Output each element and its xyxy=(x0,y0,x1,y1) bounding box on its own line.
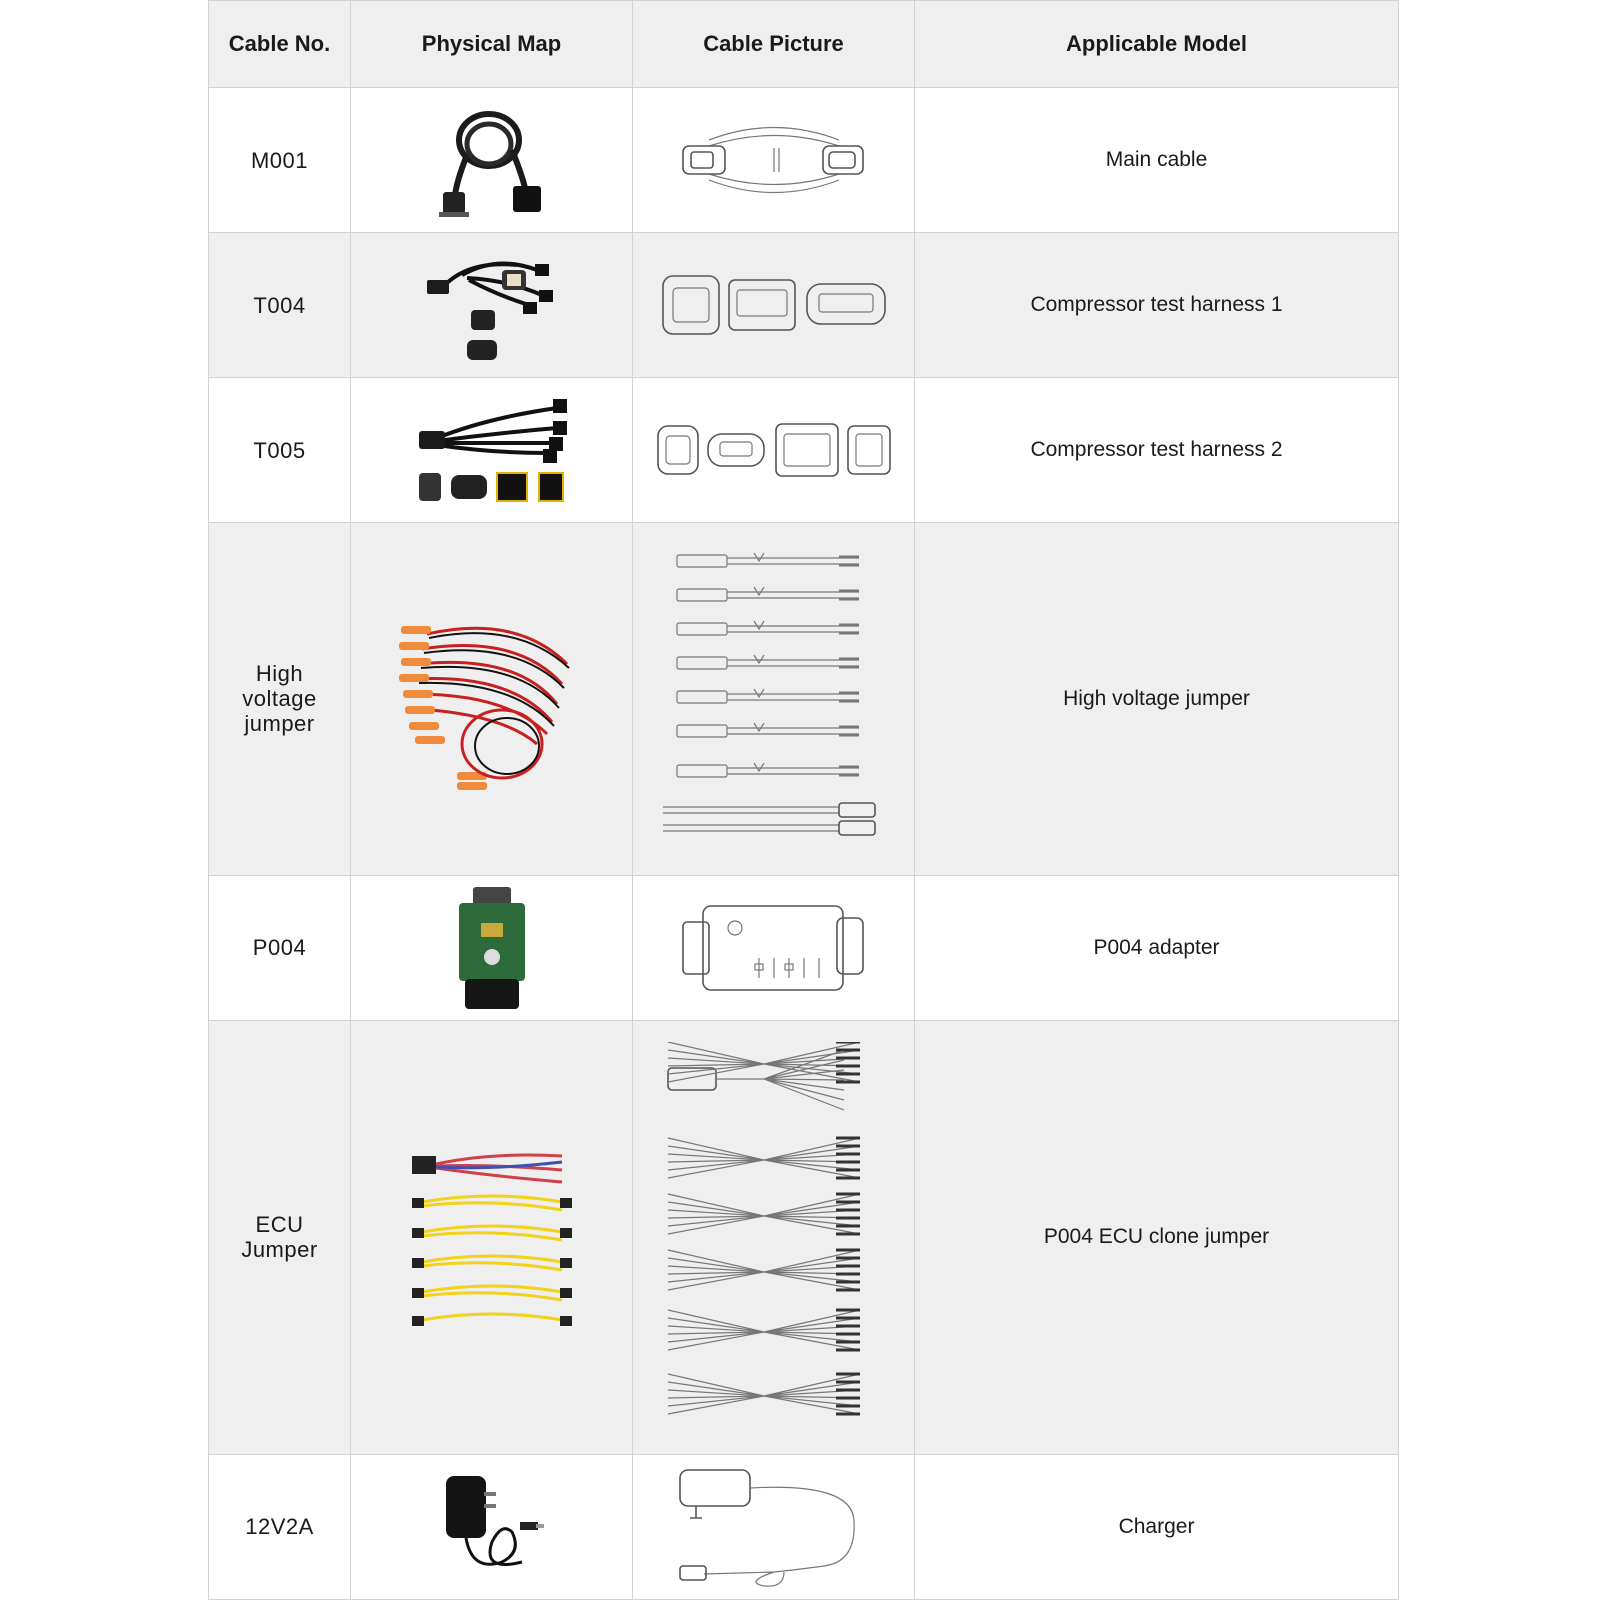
cable-no-cell: T004 xyxy=(209,233,351,378)
harness-2-drawing xyxy=(654,420,894,480)
cable-picture-cell xyxy=(633,875,915,1020)
physical-map-cell xyxy=(351,1020,633,1454)
main-cable-photo xyxy=(417,100,567,220)
cable-picture-cell xyxy=(633,1454,915,1599)
header-physical-map: Physical Map xyxy=(351,1,633,88)
harness-2-photo xyxy=(407,393,577,508)
cable-no-cell: T005 xyxy=(209,378,351,523)
cable-picture-cell xyxy=(633,233,915,378)
physical-map-cell xyxy=(351,1454,633,1599)
physical-map-cell xyxy=(351,523,633,875)
header-applicable-model: Applicable Model xyxy=(915,1,1399,88)
cable-no-cell: P004 xyxy=(209,875,351,1020)
table-row xyxy=(209,875,1399,1020)
cable-no-cell xyxy=(209,523,351,875)
charger-photo xyxy=(432,1462,552,1592)
harness-1-drawing xyxy=(659,270,889,340)
model-cell: Main cable xyxy=(915,88,1399,233)
header-cable-picture: Cable Picture xyxy=(633,1,915,88)
cable-no-label: ECU Jumper xyxy=(241,1212,318,1263)
table-row xyxy=(209,1020,1399,1454)
p004-adapter-photo xyxy=(447,883,537,1013)
high-voltage-jumper-drawing xyxy=(659,549,889,849)
model-cell: P004 ECU clone jumper xyxy=(915,1020,1399,1454)
table-row xyxy=(209,523,1399,875)
model-cell: Charger xyxy=(915,1454,1399,1599)
physical-map-cell xyxy=(351,88,633,233)
main-cable-drawing xyxy=(679,120,869,200)
model-cell: P004 adapter xyxy=(915,875,1399,1020)
cable-picture-cell xyxy=(633,1020,915,1454)
model-cell: High voltage jumper xyxy=(915,523,1399,875)
cable-no-cell: M001 xyxy=(209,88,351,233)
model-cell: Compressor test harness 2 xyxy=(915,378,1399,523)
cable-no-label: High voltage jumper xyxy=(242,661,317,737)
harness-1-photo xyxy=(417,240,567,370)
cable-no-cell xyxy=(209,1020,351,1454)
physical-map-cell xyxy=(351,378,633,523)
high-voltage-jumper-photo xyxy=(397,604,587,794)
physical-map-cell xyxy=(351,875,633,1020)
cable-no-cell: 12V2A xyxy=(209,1454,351,1599)
physical-map-cell xyxy=(351,233,633,378)
table-row xyxy=(209,88,1399,233)
charger-drawing xyxy=(674,1462,874,1592)
cable-picture-cell xyxy=(633,378,915,523)
model-cell: Compressor test harness 1 xyxy=(915,233,1399,378)
table-row xyxy=(209,378,1399,523)
ecu-jumper-photo xyxy=(402,1142,582,1332)
table-row xyxy=(209,233,1399,378)
cable-picture-cell xyxy=(633,88,915,233)
header-row xyxy=(209,1,1399,88)
p004-adapter-drawing xyxy=(679,898,869,998)
ecu-jumper-drawing xyxy=(664,1042,884,1432)
cable-table xyxy=(208,0,1399,1600)
cable-picture-cell xyxy=(633,523,915,875)
table-row xyxy=(209,1454,1399,1599)
header-cable-no: Cable No. xyxy=(209,1,351,88)
